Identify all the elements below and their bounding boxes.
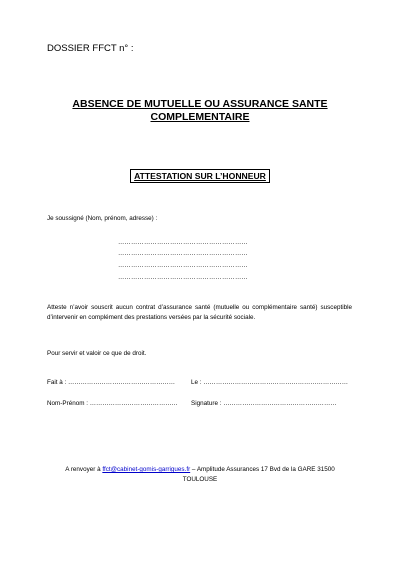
date-field: Le : …………………………………………………………… (191, 379, 349, 386)
address-line: …………………………………………………… (118, 274, 248, 281)
footer-city: TOULOUSE (182, 475, 218, 483)
intro-text: Je soussigné (Nom, prénom, adresse) : (47, 215, 158, 222)
closing-text: Pour servir et valoir ce que de droit. (47, 350, 147, 357)
footer-line1 (0, 465, 400, 475)
fait-a-field: Fait à : …………………………………………… (47, 379, 176, 386)
attestation-subtitle: ATTESTATION SUR L’HONNEUR (130, 169, 270, 183)
document-title-line2: COMPLEMENTAIRE (150, 111, 250, 123)
signature-field: Signature : ……………………………………………… (191, 400, 337, 407)
statement-paragraph: Atteste n’avoir souscrit aucun contrat d’assurance santé (mutuelle ou complémentaire santé) susceptible d’intervenir en complément des prestations versées par la sécurité sociale. (47, 304, 352, 321)
document-title-line1: ABSENCE DE MUTUELLE OU ASSURANCE SANTE (72, 98, 328, 110)
footer-prefix: A renvoyer à (65, 466, 101, 473)
address-line: …………………………………………………… (118, 250, 248, 257)
footer-address: – Amplitude Assurances 17 Bvd de la GARE 31500 (191, 466, 335, 473)
email-link[interactable]: ffct@cabinet-gomis-garrigues.fr (102, 466, 191, 473)
dossier-number-label: DOSSIER FFCT n° : (47, 43, 134, 54)
address-line: …………………………………………………… (118, 262, 248, 269)
subtitle-box (0, 166, 400, 184)
address-line: …………………………………………………… (118, 239, 248, 246)
footer (0, 465, 400, 484)
nom-prenom-field: Nom-Prénom : …………………………………… (47, 400, 178, 407)
